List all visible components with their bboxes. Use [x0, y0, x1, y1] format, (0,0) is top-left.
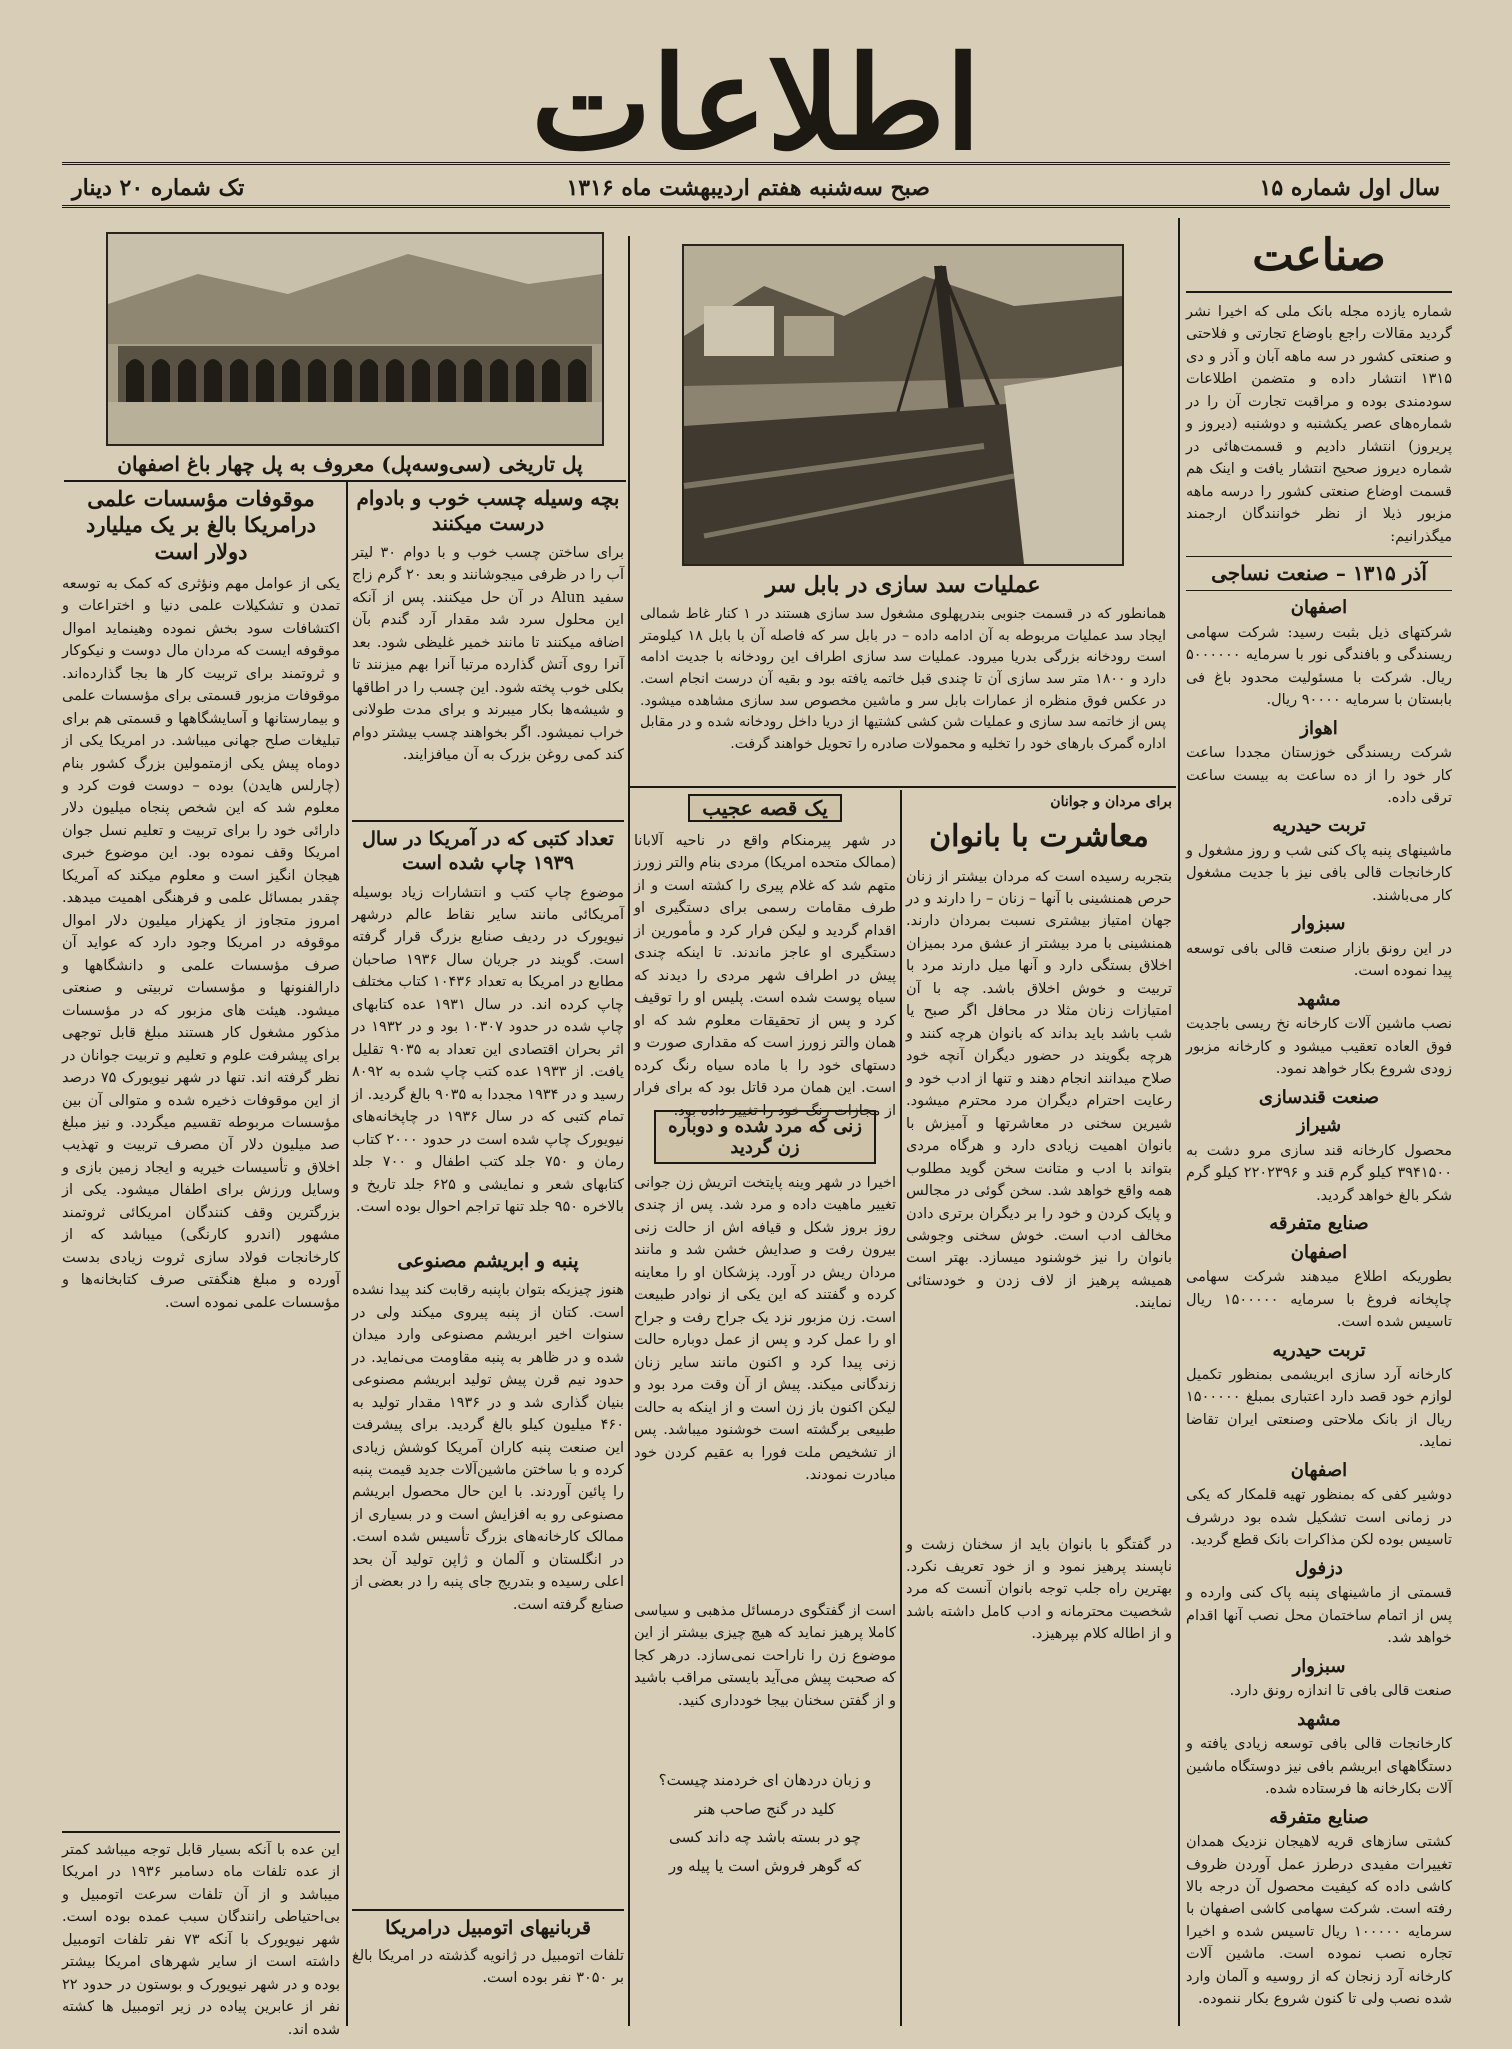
bridge-arch: [568, 359, 586, 402]
dam-body: همانطور که در قسمت جنوبی بندرپهلوی مشغول سد سازی هستند در ۱ کنار غاط شمالی ایجاد سد عملیات مربوطه به آن ادامه داده – در بابل سر که فاصله آن با بابل ۱۸ کیلومتر است رودخانه بزرگی بدریا میرود. عملیات سد سازی اطراف این رودخانه با جدیت ادامه دارد و ۱۸۰۰ متر سد سازی آن تا چندی قبل خاتمه یافته بود و بقیه آن درست انجام است. در عکس فوق منظره از عمارات بابل سر و ماشین مخصوص سد سازی مشاهده میشود. پس از خاتمه سد سازی و عملیات شن کشی کشتیها از دریا داخل رودخانه شده و در مقابل اداره گمرک بارهای خود را تخلیه و محمولات صادره را تحویل خواهند گرفت.: [640, 606, 1166, 753]
zani-body: اخیرا در شهر وینه پایتخت اتریش زن جوانی تغییر ماهیت داده و مرد شد. پس از چندی روز بروز شکل و قیافه اش از حالت زنی بیرون رفت و صدایش خشن شد و مانند مردان ریش در آورد. پزشکان او را معاینه کرده و گفتند که این یکی از نوادر طبیعت است. زن مزبور نزد یک جراح رفت و جراح او را عمل کرد و پس از عمل دوباره حالت زنی پیدا کرد و اکنون مانند سایر زنان زندگانی میکند. پیش از آن وقت مرد بود و لیکن اکنون باز زن است و از اینکه به حالت طبیعی برگشته است خوشنود میباشد. پس از تشخیص ملت فورا به عقیم کردن خود مبادرت نمودند.: [634, 1175, 896, 1484]
telefon-body: این عده با آنکه بسیار قابل توجه میباشد کمتر از عده تلفات ماه دسامبر ۱۹۳۶ در امریکا میباشد و از آن تلفات سرعت اتومبیل و بی‌احتیاطی رانندگان سبب عمده بوده است. شهر نیویورک با آنکه ۷۳ نفر تلفات اتومبیل داشته است از سایر شهرهای امریکا بیشتر بوده و در شهر نیویورک و بوستون در حدود ۲۲ نفر از عابرین پیاده در زیر اتومبیل ها کشته شده اند.: [62, 1841, 341, 2038]
chasb-body: برای ساختن چسب خوب و با دوام ۳۰ لیتر آب را در ظرفی میجوشانند و بعد ۲۰ گرم زاج سفید Alun در آن حل میکنند. پس از آنکه این محلول سرد شد مقدار آرد گندم بآن اضافه میکنند تا مانند خمیر غلیظی شود. بعد آنرا روی آتش گذارده مرتبا آنرا بهم میزنند تا بکلی خوب پخته شود. این چسب را در اطاقها و شیشه‌ها بکار میبرند و برای مدت طولانی خراب نمیشود. اگر بخواهند چسب بیشتر دوام کند کمی روغن بزرک به آن میافزایند.: [352, 545, 624, 764]
bridge-arch: [178, 359, 196, 402]
poem-intro: است از گفتگوی درمسائل مذهبی و سیاسی کاملا پرهیز نماید که هیچ چیزی بیشتر از این موضوع زن را ناراحت نمی‌سازد. درهر کجا که صحبت پیش می‌آید بایستی مراقب باشید و از گفتن سخنان بیجا خودداری کنید.: [634, 1603, 896, 1709]
qorbani-title: قربانیهای اتومبیل درامریکا: [352, 1909, 624, 1941]
bridge-arch: [256, 359, 274, 402]
sanaat-city-heading: مشهد: [1297, 1708, 1341, 1730]
sanaat-title: صناعت: [1186, 222, 1452, 293]
maashrat-continued: در گفتگو با بانوان باید از سخنان زشت و ناپسند پرهیز نمود و از خود تعریف نکرد. بهترین راه جلب توجه بانوان آنست که مرد شخصیت محترمانه و ادب کامل داشته باشد و از اطاله کلام بپرهیزد.: [906, 1536, 1172, 1643]
sanaat-city-text: نصب ماشین آلات کارخانه نخ ریسی باجدیت فوق العاده تعقیب میشود و کارخانه مزبور زودی شروع بکار خواهد نمود.: [1186, 1016, 1452, 1078]
sanaat-city-text: کشتی سازهای قریه لاهیجان نزدیک همدان تغییرات مفیدی درطرز عمل آوردن ظروف کاشی داده که کیفیت محصول آن درجه بالا رفته است. شرکت سهامی کاشی اصفهان با سرمایه ۱۰۰۰۰۰ ریال تاسیس شده و اخیرا تجاره نصب نموده است. ماشین آلات کارخانه آرد زنجان که از روسیه و آلمان وارد شده نصب ولی تا کنون شروع بکار ننموده.: [1186, 1834, 1452, 2008]
maashrat-title: معاشرت با بانوان: [929, 819, 1149, 854]
maashrat-column: [906, 794, 1172, 2026]
section-rule: [64, 480, 626, 482]
sanaat-city-heading: تربت حیدریه: [1272, 1339, 1366, 1361]
panbe-title: پنبه و ابریشم مصنوعی: [397, 1249, 579, 1272]
sanaat-city-heading: سبزوار: [1292, 913, 1346, 935]
maashrat-kicker: برای مردان و جوانان: [1050, 794, 1172, 810]
bridge-photo-image: [108, 234, 602, 444]
sanaat-city-heading: صنایع متفرقه: [1269, 1213, 1369, 1235]
bridge-caption: پل تاریخی (سی‌وسه‌پل) معروف به پل چهار باغ اصفهان: [117, 452, 583, 476]
masthead-title: اطلاعات: [531, 29, 981, 179]
poem-line: و زبان دردهان ای خردمند چیست؟: [658, 1771, 872, 1789]
bridge-arch: [204, 359, 222, 402]
mowqufat-column: [62, 486, 341, 2038]
chasb-title: بچه وسیله چسب خوب و بادوام درست میکنند: [356, 486, 620, 535]
sanaat-city-text: دوشیر کفی که بمنظور تهیه قلمکار که یکی در زمانی است تشکیل شده بود درشرف تاسیس بوده لکن مذاکرات بانک قطع گردید.: [1186, 1487, 1452, 1549]
column-rule: [628, 236, 630, 2026]
bridge-arch: [126, 359, 144, 402]
maashrat-body: بتجربه رسیده است که مردان بیشتر از زنان حرص همنشینی با آنها – زنان – را دارند و در جهان امتیاز بیشتری نسبت بمردان دارند. همنشینی با مرد بیشتر از عشق مرد بمیزان اخلاق بستگی دارد و آنها میل دارند مرد با تربیت و خوش اخلاق باشد. چه با آن امتیازات زنان مثلا در محافل اگر صبح یا شب باشد باید بداند که بانوان هرچه کنند و هرچه بگویند در حضور دیگران آنچه خود صلاح میدانند انجام دهند و تنها از ادب خود و رعایت احترام دیگران مرد محترم میشود. شیرین سخنی در معاشرتها و آمیزش با بانوان اهمیت زیادی دارد و هرگاه مردی بتواند با ادب و متانت سخن گوید مطلوب همه واقع خواهد شد. سخن گوئی در مجالس و پایک کردن و خود را بر دیگران برتری دادن مخالف ادب است. خوش سخنی وجوشی بانوان را نیز خوشنود میسازد. بهتر است همیشه پرهیز از لاف زدن و خودستائی نمایند.: [906, 868, 1172, 1312]
sanaat-city-text: محصول کارخانه قند سازی مرو دشت به ۳۹۴۱۵۰۰ کیلو گرم قند و ۲۲۰۲۳۹۶ کیلو گرم شکر بالغ خواهد گردید.: [1186, 1142, 1453, 1204]
issue-price: تک شماره ۲۰ دینار: [72, 175, 245, 201]
sanaat-city-text: ماشینهای پنبه پاک کنی شب و روز مشغول و کارخانجات قالی بافی نیز با جدیت مشغول کار می‌باشند.: [1186, 842, 1452, 904]
bridge-arch: [360, 359, 378, 402]
sanaat-city-text: بطوریکه اطلاع میدهند شرکت سهامی چاپخانه فروغ با سرمایه ۱۵۰۰۰۰۰ ریال تاسیس شده است.: [1186, 1269, 1453, 1331]
column-rule: [1178, 218, 1180, 2026]
stories-column: [634, 794, 896, 2026]
sanaat-city-text: شرکتهای ذیل بثبت رسید: شرکت سهامی ریسندگی و بافندگی نور با سرمایه ۵۰۰۰۰۰۰ ریال. شرکت با مسئولیت محدود باغ فی بابستان با سرمایه ۹۰۰۰۰ ریال.: [1186, 624, 1452, 709]
dateline-bar: [62, 162, 1450, 208]
sanaat-city-heading: صنعت قندسازی: [1258, 1086, 1380, 1108]
panbe-body: هنوز چیزیکه بتوان باپنبه رقابت کند پیدا نشده است. کتان از پنبه پیروی میکند ولی در سنوات اخیر ابریشم مصنوعی وارد میدان شده و در ظاهر به پنبه مقاومت می‌نماید. در حدود نیم قرن پیش تولید ابریشم مصنوعی بنیان گذاری شد و در ۱۹۳۶ مقدار تولید به ۴۶۰ میلیون کیلو بالغ گردید. برای پیشرفت این صنعت پنبه کاران آمریکا کوشش زیادی کرده و با ساختن ماشین‌آلات جدید قیمت پنبه را پائین آوردند. با این حال محصول ابریشم مصنوعی رو به افزایش است و در بسیاری از ممالک کارخانه‌های بزرگ تأسیس شده است. در انگلستان و آلمان و ژاپن تولید آن بحد اعلی رسیده و بتدریج جای پنبه را در بعضی از صنایع گرفته است.: [352, 1282, 625, 1613]
sanaat-city-text: در این رونق بازار صنعت قالی بافی توسعه پیدا نموده است.: [1186, 940, 1452, 980]
dam-headline: عملیات سد سازی در بابل سر: [765, 572, 1041, 598]
bridge-arch: [516, 359, 534, 402]
poem-line: کلید در گنج صاحب هنر: [694, 1799, 836, 1818]
zani-title: زنی که مرد شده و دوباره زن گردید: [654, 1110, 876, 1164]
poem-line: که گوهر فروش است یا پیله ور: [668, 1856, 862, 1875]
qorbani-body: تلفات اتومبیل در ژانویه گذشته در امریکا بالغ بر ۳۰۵۰ نفر بوده است.: [352, 1948, 624, 1987]
sanaat-city-heading: مشهد: [1297, 988, 1341, 1010]
sanaat-city-heading: تربت حیدریه: [1272, 815, 1366, 837]
sanaat-city-heading: اهواز: [1300, 717, 1338, 739]
bridge-arch: [386, 359, 404, 402]
sanaat-column: [1186, 222, 1452, 2026]
mowqufat-body: یکی از عوامل مهم ونؤثری که کمک به توسعه تمدن و تشکیلات علمی دنیا و اختراعات و اکتشافات سود بخش نموده وهینماید اموال موقوفه ایست که مردان مال دوست و نیکوکار و ثروتمند برای تربیت کار ها بجا گذارده‌اند. موقوفات مزبور قسمتی برای مؤسسات علمی و بیمارستانها و آسایشگاهها و قسمتی هم برای تبلیغات صلح جهانی میباشد. در امریکا یکی از دوماه پیش یکی ازمتمولین بزرگ کشور بنام (چارلس هایدن) بوده – دوست فوت کرد و معلوم شد که این شخص پنجاه میلیون دلار دارائی خود را برای تربیت و تعلیم نسل جوان امریکا وقف نموده بود. این موضوع خبری هیجان انگیز است و معلوم میکند که آمریکا چقدر بمسائل علمی و فرهنگی اهمیت میدهد. امروز متجاوز از یکهزار میلیون دلار اموال موقوفه در امریکا وجود دارد که عواید آن صرف مؤسسات علمی و دانشگاهها و دارالفنونها و مؤسسات تربیتی و صنعتی میشود. هیئت های مزبور که در مؤسسات مذکور مشغول کار هستند مبلغ قابل توجهی برای پیشرفت علوم و تعلیم و تربیت جوانان در نظر گرفته اند. تنها در شهر نیویورک ۷۵ درصد از این موقوفات ذخیره شده و متوالی آن بین مؤسسات مربوطه تقسیم میگردد. و نیز مبلغ صد میلیون دلار آن مصرف تربیت و تهذیب اخلاق و تأسیسات خیریه و ایجاد زمین بازی و وسایل ورزش برای اطفال میشود. یکی از بزرگترین وقف کنندگان امریکائی ثروتمند مشهور (اندرو کارنگی) میباشد که از کارخانجات فولاد سازی ثروت زیادی بدست آورده و مبلغ هنگفتی صرف کتابخانه‌ها و مؤسسات علمی نموده است.: [62, 575, 340, 1311]
section-rule: [62, 1831, 340, 1833]
bridge-arch: [438, 359, 456, 402]
section-rule: [630, 786, 1176, 788]
misc-column: [352, 486, 624, 2026]
sanaat-city-text: کارخانه آرد سازی ابریشمی بمنظور تکمیل لوازم خود قصد دارد اعتباری بمبلغ ۱۵۰۰۰۰۰ ریال از بانک ملاحتی وصنعتی ایران تقاضا نماید.: [1186, 1367, 1452, 1451]
column-rule: [900, 790, 902, 2026]
bridge-arch: [308, 359, 326, 402]
poem-lines: [634, 1766, 896, 1880]
mowqufat-title: موقوفات مؤسسات علمی درامریکا بالغ بر یک میلیارد دولار است: [86, 486, 316, 564]
issue-date: صبح سه‌شنبه هفتم اردیبهشت ماه ۱۳۱۶: [566, 175, 930, 201]
bridge-arch: [542, 359, 560, 402]
issue-number: سال اول شماره ۱۵: [1259, 175, 1440, 201]
sanaat-city-heading: دزفول: [1295, 1557, 1343, 1579]
sanaat-sections: [1186, 597, 1452, 2011]
bridge-arch: [490, 359, 508, 402]
sanaat-city-heading: اصفهان: [1290, 597, 1348, 619]
bridge-arch: [282, 359, 300, 402]
sanaat-city-text: کارخانجات قالی بافی توسعه زیادی یافته و دستگاههای ابریشم بافی نیز دوستگاه ماشین آلات بکارخانه ها فرستاده شده.: [1186, 1736, 1452, 1798]
yek-ghesse-title: یک قصه عجیب: [688, 794, 842, 822]
poem-line: چو در بسته باشد چه داند کسی: [668, 1828, 862, 1846]
bridge-photo: [106, 232, 604, 446]
sanaat-city-heading: صنایع متفرقه: [1269, 1806, 1369, 1828]
sanaat-period: آذر ۱۳۱۵ – صنعت نساجی: [1186, 556, 1452, 591]
bridge-arch: [412, 359, 430, 402]
sanaat-city-heading: اصفهان: [1290, 1241, 1348, 1263]
dam-photo-image: [684, 246, 1122, 564]
bridge-arch: [152, 359, 170, 402]
bridge-arch: [230, 359, 248, 402]
sanaat-city-text: قسمتی از ماشینهای پنبه پاک کنی وارده و پس از اتمام ساختمان محل نصب آنها اقدام خواهد شد.: [1186, 1585, 1452, 1647]
dam-photo: [682, 244, 1124, 566]
sanaat-city-heading: سبزوار: [1292, 1655, 1346, 1677]
bridge-arch: [464, 359, 482, 402]
sanaat-city-heading: اصفهان: [1290, 1459, 1348, 1481]
sanaat-city-text: صنعت قالی بافی تا اندازه رونق دارد.: [1229, 1683, 1452, 1700]
ketab-body: موضوع چاپ کتب و انتشارات زیاد بوسیله آمریکائی مانند سایر نقاط عالم درشهر نیویورک در ردیف صنایع بزرگ قرار گرفته است. گویند در جریان سال ۱۹۳۶ صاحبان مطابع در امریکا به تعداد ۱۰۴۳۶ کتاب مختلف چاپ کرده اند. در سال ۱۹۳۱ عده کتابهای چاپ شده در حدود ۱۰۳۰۷ بود و در ۱۹۳۲ در اثر بحران اقتصادی این تعداد به ۹۰۳۵ تقلیل یافت. از ۱۹۳۳ عده کتب چاپ شده به ۸۰۹۲ رسید و در ۱۹۳۴ مجددا به ۹۰۳۵ بالغ گردید. از تمام کتبی که در سال ۱۹۳۶ در چاپخانه‌های نیویورک چاپ شده است در حدود ۲۰۰۰ کتاب رمان و ۷۵۰ جلد کتب اطفال و ۷۰۰ جلد کتابهای شعر و نمایشی و ۶۲۵ جلد تاریخ و بالاخره ۹۵۰ جلد تنها تراجم احوال بوده است.: [352, 884, 625, 1216]
sanaat-city-heading: شیراز: [1296, 1115, 1342, 1137]
sanaat-city-text: شرکت ریسندگی خوزستان مجددا ساعت کار خود را از ده ساعت به بیست ساعت ترقی داده.: [1186, 745, 1452, 806]
yek-ghesse-body: در شهر پیرمنکام واقع در ناحیه آلابانا (ممالک متحده امریکا) مردی بنام والتر زورز متهم شد که غلام پیری را کشته است و از طرف مقامات رسمی برای دستگیری او اقدام گردید و لیکن فرار کرد و مأمورین از دستگیری او عاجز ماندند. تا اینکه چندی پیش در اطراف شهر مردی را دیدند که سیاه پوست شده است. پلیس او را توقیف کرد و پس از تحقیقات معلوم شد که او همان والتر زورز است که مقداری صورت و دستهای خود را با ماده سیاه رنگ کرده است. این همان مرد قاتل بود که برای فرار از مجازات رنگ خود را تغییر داده بود.: [634, 833, 896, 1119]
column-rule: [346, 480, 348, 2026]
ketab-title: تعداد کتبی که در آمریکا در سال ۱۹۳۹ چاپ شده است: [352, 820, 624, 876]
sanaat-intro: شماره یازده مجله بانک ملی که اخیرا نشر گردید مقالات راجع باوضاع تجارتی و فلاحتی و صنعتی کشور در سه ماهه آبان و آذر و دی ۱۳۱۵ انتشار داده و متضمن اطلاعات سودمندی بوده و مراقبت تجارت آن را در شماره‌های عصر یکشنبه و دوشنبه (دیروز و پریروز) انتشار دادیم و قسمت‌هائی در شماره دیروز صحیح انتشار یافت و اینک هم قسمت اوضاع صنعتی کشور را درسه ماهه مزبور ذیلا از نظر خوانندگان ارجمند میگذرانیم:: [1186, 304, 1452, 545]
bridge-arch: [334, 359, 352, 402]
